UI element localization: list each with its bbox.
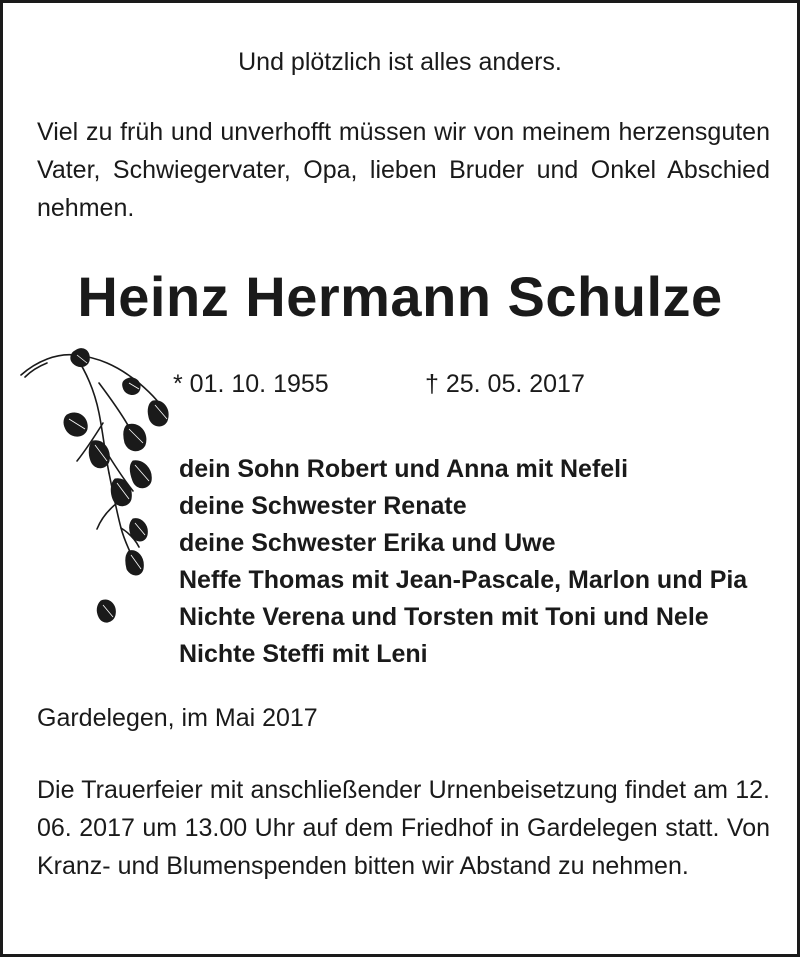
intro-paragraph: Viel zu früh und unverhofft müssen wir von meinem herzensguten Vater, Schwiegervater, Opa, lieben Bruder und Onkel Abschied nehmen. <box>37 118 770 222</box>
mourner-line: deine Schwester Renate <box>179 492 467 520</box>
mourner-line: dein Sohn Robert und Anna mit Nefeli <box>179 455 629 483</box>
deceased-name: Heinz Hermann Schulze <box>77 265 723 328</box>
mourner-line: Neffe Thomas mit Jean-Pascale, Marlon und Pia <box>179 566 748 594</box>
birch-branch-icon <box>17 343 187 633</box>
mourners-list <box>179 451 747 673</box>
mourner-line: Nichte Verena und Torsten mit Toni und Nele <box>179 603 709 631</box>
opening-line: Und plötzlich ist alles anders. <box>238 48 562 76</box>
mourner-line: deine Schwester Erika und Uwe <box>179 529 556 557</box>
birth-date: * 01. 10. 1955 <box>173 370 329 398</box>
place-date: Gardelegen, im Mai 2017 <box>37 704 318 732</box>
death-date: † 25. 05. 2017 <box>425 370 585 398</box>
funeral-info: Die Trauerfeier mit anschließender Urnenbeisetzung findet am 12. 06. 2017 um 13.00 Uhr auf dem Friedhof in Gardelegen statt. Von Kranz- und Blumenspenden bitten wir Abstand zu nehmen. <box>37 776 770 880</box>
mourner-line: Nichte Steffi mit Leni <box>179 640 428 668</box>
